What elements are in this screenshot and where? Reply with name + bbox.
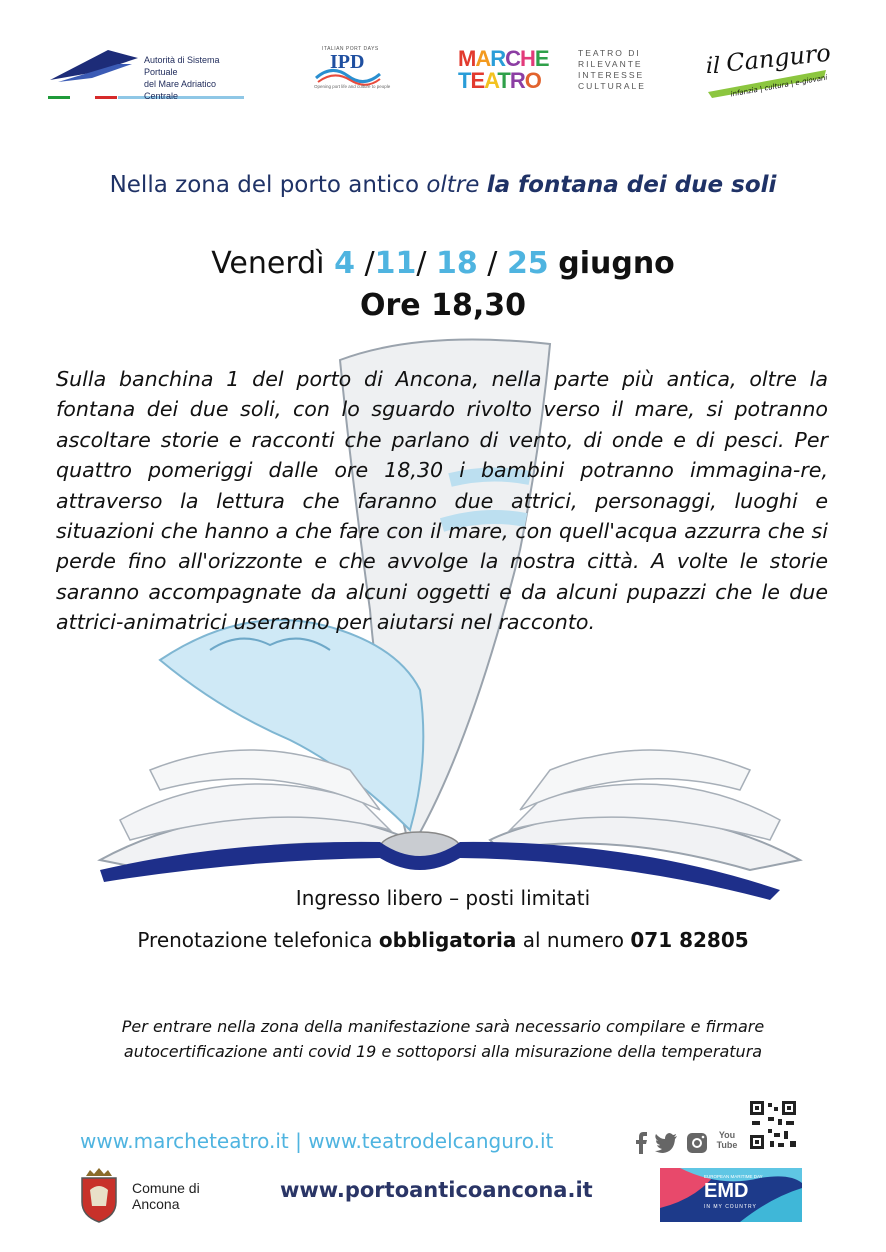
covid-notice (40, 1014, 846, 1064)
instagram-icon[interactable] (686, 1132, 708, 1154)
ipd-logo (312, 46, 391, 94)
event-time: Ore 18,30 (360, 288, 526, 323)
port-authority-logo (48, 38, 248, 102)
mt-tag-line2: RILEVANTE (578, 59, 643, 69)
marche-word: MARCHE (458, 46, 549, 71)
date-3: 18 (436, 246, 478, 281)
subtitle-bold: la fontana dei due soli (486, 172, 777, 198)
subtitle-italic: oltre (426, 172, 480, 198)
facebook-icon[interactable] (634, 1132, 650, 1154)
date-sep-1: / (354, 246, 375, 281)
dates-prefix: Venerdì (211, 246, 325, 281)
emd-logo (660, 1168, 802, 1222)
port-authority-line1: Autorità di Sistema Portuale (144, 55, 220, 77)
subtitle-plain: Nella zona del porto antico (109, 172, 420, 198)
entry-info: Ingresso libero – posti limitati (295, 886, 591, 910)
date-sep-2: / (416, 246, 436, 281)
youtube-icon[interactable]: You Tube (716, 1130, 738, 1150)
canguro-tagline: infanzia | cultura | e-giovani (730, 73, 828, 99)
marche-teatro-tagline (578, 48, 646, 92)
canguro-il: il (706, 54, 721, 79)
booking-middle: al numero (522, 928, 625, 952)
ipd-tagline: Opening port life and culture to people (314, 84, 391, 89)
port-authority-line2: del Mare Adriatico Centrale (144, 79, 217, 101)
location-subtitle (0, 172, 886, 198)
marche-teatro-logo (458, 48, 648, 96)
coat-of-arms-icon (76, 1168, 122, 1224)
ipd-top-text: ITALIAN PORT DAYS (322, 46, 379, 52)
twitter-icon[interactable] (654, 1132, 678, 1154)
comune-line-1: Comune di (132, 1180, 200, 1196)
porto-antico-link[interactable]: www.portoanticoancona.it (280, 1178, 593, 1202)
emd-big-text: EMD (704, 1180, 749, 1202)
ipd-acronym: IPD (330, 51, 365, 73)
comune-line-2: Ancona (132, 1196, 180, 1212)
mt-tag-line3: INTERESSE (578, 70, 645, 80)
covid-line-1: Per entrare nella zona della manifestazione sarà necessario compilare e firmare (121, 1017, 765, 1036)
teatro-word: TEATRO (458, 68, 541, 93)
booking-info (0, 928, 886, 952)
emd-small-text: EUROPEAN MARITIME DAY (704, 1174, 763, 1179)
event-description: Sulla banchina 1 del porto di Ancona, nella parte più antica, oltre la fontana dei due soli, con lo sguardo rivolto verso il mare, si potranno ascoltare storie e racconti che parlano di vento, di onde e di pesci. Per quattro pomeriggi dalle ore 18,30 i bambini potranno immagina-re, attraverso la lettura che faranno due attrici, personaggi, luoghi e situazioni che hanno a che fare con il mare, con quell'acqua azzurra che si perde fino all'orizzonte e che avvolge la nostra città. A volte le storie saranno accompagnate da alcuni oggetti e da alcuni pupazzi che le due attrici-animatrici useranno per aiutarsi nel racconto. (56, 367, 828, 635)
mt-tag-line4: CULTURALE (578, 81, 646, 91)
booking-required: obbligatoria (378, 928, 517, 952)
covid-line-2: autocertificazione anti covid 19 e sottoporsi alla misurazione della temperatura (123, 1042, 763, 1061)
date-1: 4 (334, 246, 355, 281)
qr-code-icon[interactable] (748, 1099, 798, 1151)
date-4: 25 (506, 246, 549, 281)
event-dates (0, 246, 886, 281)
canguro-name: Canguro (724, 38, 833, 78)
date-sep-3: / (477, 246, 507, 281)
booking-prefix: Prenotazione telefonica (137, 928, 373, 952)
website-links[interactable]: www.marcheteatro.it | www.teatrodelcanguro.it (80, 1129, 554, 1153)
date-2: 11 (374, 246, 417, 281)
emd-tag-text: IN MY COUNTRY (704, 1204, 757, 1210)
mt-tag-line1: TEATRO DI (578, 48, 641, 58)
canguro-logo (704, 38, 833, 102)
social-icons (634, 1128, 738, 1158)
booking-phone: 071 82805 (630, 928, 749, 952)
comune-ancona-logo (76, 1168, 206, 1224)
dates-month: giugno (558, 246, 675, 281)
